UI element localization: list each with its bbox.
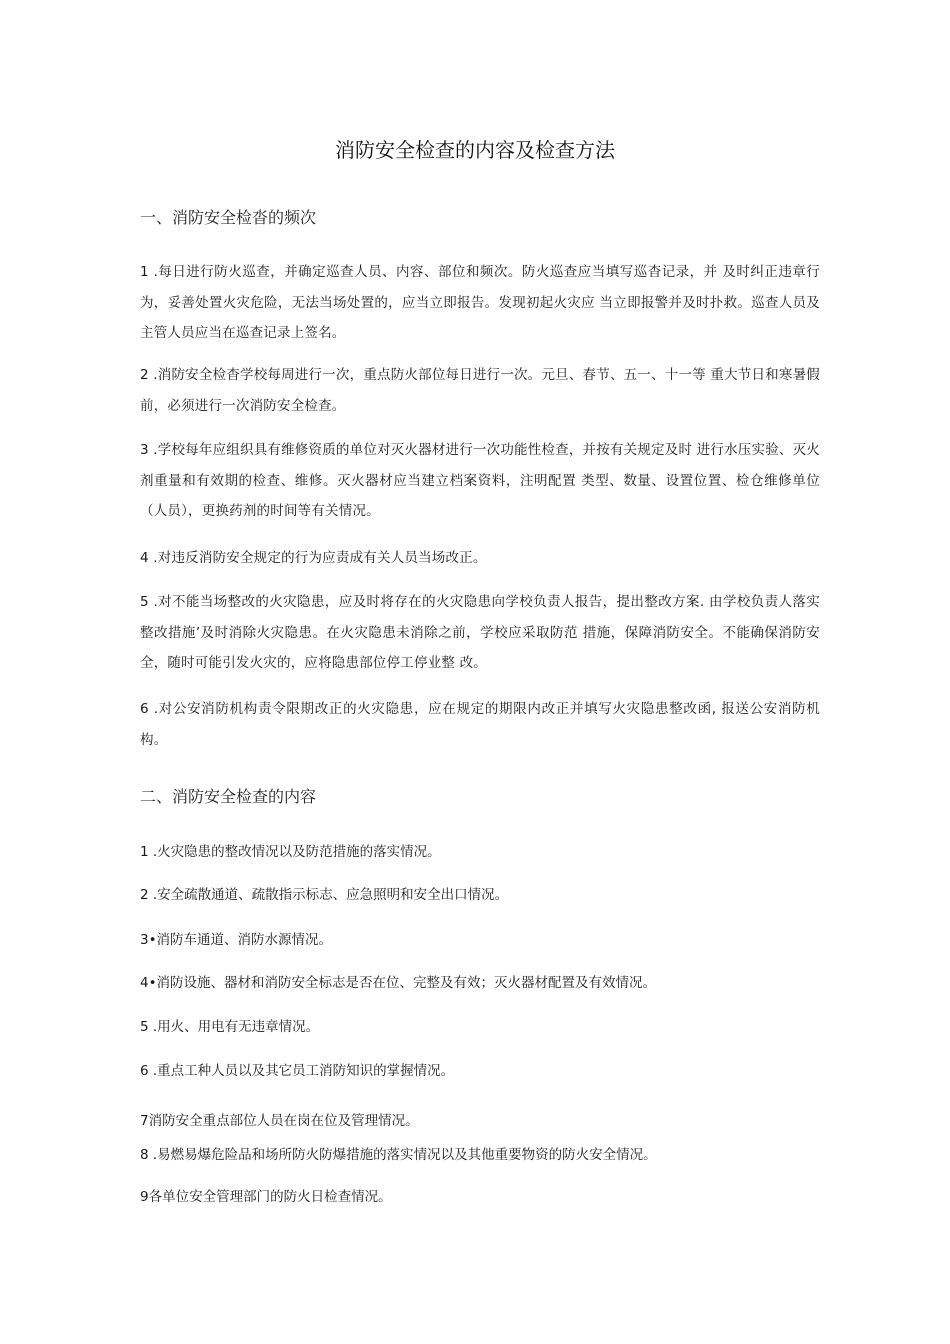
paragraph-2: 2 .消防安全检杳学校每周进行一次，重点防火部位每日进行一次。元旦、春节、五一、十一等 重大节日和寒暑假前，必须进行一次消防安全检查。 xyxy=(140,367,820,414)
section-heading-content: 二、消防安全检查的内容 xyxy=(140,787,317,806)
list-item: 3•消防车通道、消防水源情况。 xyxy=(140,932,333,948)
list-item: 4•消防设施、器材和消防安全标志是否在位、完整及有效；灭火器材配置及有效情况。 xyxy=(140,975,657,991)
list-item: 9各单位安全管理部门的防火日检查情况。 xyxy=(140,1189,392,1205)
document-title: 消防安全检查的内容及检查方法 xyxy=(335,138,615,162)
list-item: 1 .火灾隐患的整改情况以及防范措施的落实情况。 xyxy=(140,844,441,860)
paragraph-1: 1 .每日进行防火巡查，并确定巡查人员、内容、部位和频次。防火巡查应当填写巡杳记录，并 及时纠正违章行为，妥善处置火灾危险，无法当场处置的，应当立即报告。发现初起火灾应 当立即报警并及时扑救。巡查人员及主管人员应当在巡查记录上签名。 xyxy=(140,264,820,341)
list-item: 2 .安全疏散通道、疏散指示标志、应急照明和安全出口情况。 xyxy=(140,887,509,903)
list-item: 6 .重点工种人员以及其它员工消防知识的掌握情况。 xyxy=(140,1063,455,1079)
paragraph-6: 6 .对公安消防机构责令限期改正的火灾隐患，应在规定的期限内改正并填写火灾隐患整改函, 报送公安消防机构。 xyxy=(140,701,820,748)
paragraph-4: 4 .对违反消防安全规定的行为应责成有关人员当场改正。 xyxy=(140,550,487,566)
paragraph-3: 3 .学校每年应组织具有维修资质的单位对灭火器材进行一次功能性检查，并按有关规定及时 进行水压实验、灭火剂重量和有效期的检查、维修。灭火器材应当建立档案资料，注明配置 类型、数量、设置位置、检仓维修单位（人员），更换药剂的时间等有关情况。 xyxy=(140,442,820,519)
list-item: 7消防安全重点部位人员在岗在位及管理情况。 xyxy=(140,1113,419,1129)
list-item: 8 .易燃易爆危险品和场所防火防爆措施的落实情况以及其他重要物资的防火安全情况。 xyxy=(140,1147,657,1163)
section-heading-frequency: 一、消防安全检沓的频次 xyxy=(140,208,317,227)
paragraph-5: 5 .对不能当场整改的火灾隐患，应及时将存在的火灾隐患向学校负责人报告，提出整改方案. 由学校负责人落实整改措施’及时消除火灾隐患。在火灾隐患未消除之前，学校应采取防范 措施，保障消防安全。不能确保消防安全，随时可能引发火灾的，应将隐患部位停工停业整 改。 xyxy=(140,594,820,671)
list-item: 5 .用火、用电有无违章情况。 xyxy=(140,1019,320,1035)
